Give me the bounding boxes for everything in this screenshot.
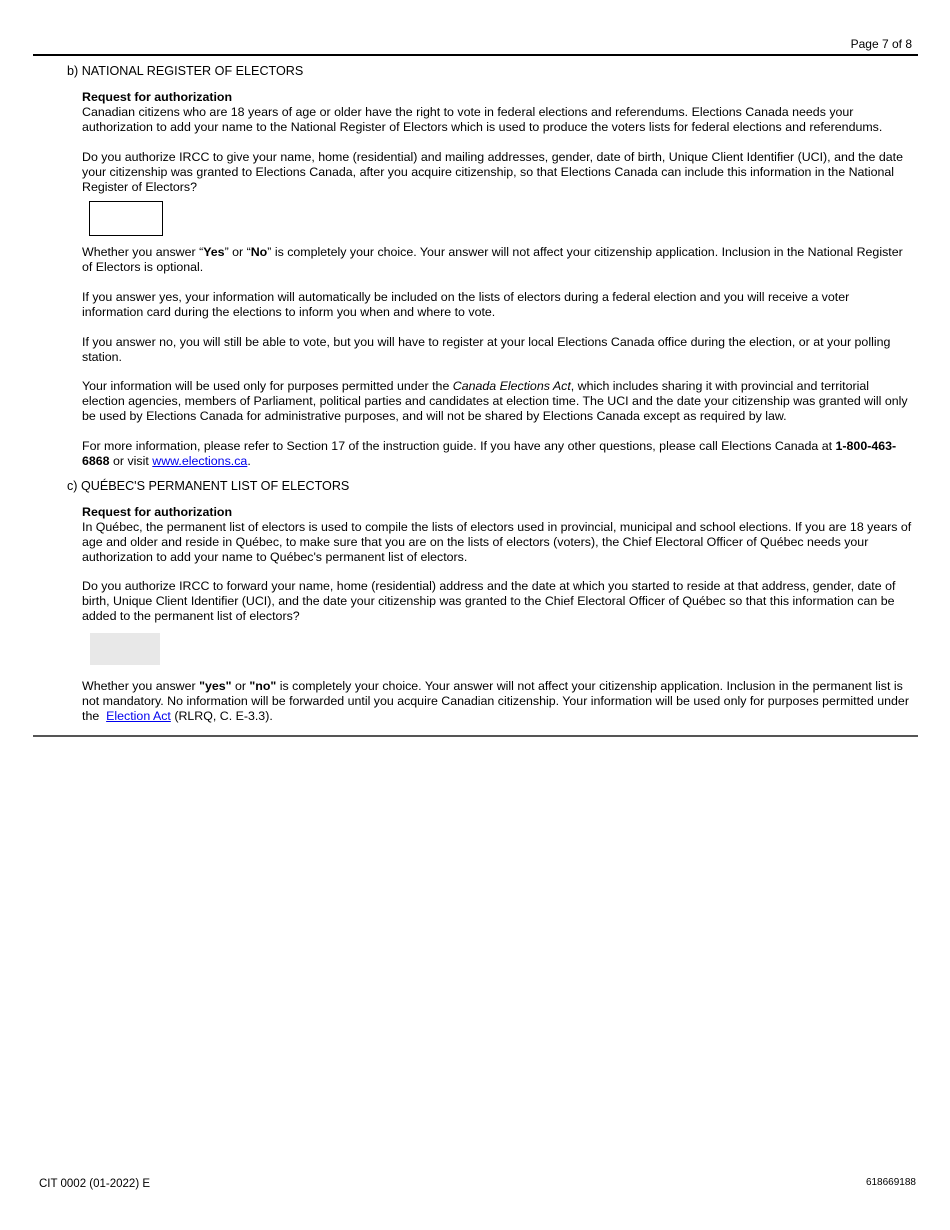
- c-choice-post-text: is completely your choice. Your answer will not affect your citizenship application. Inclusion in the permanent list is not mandatory. No information will be forwarded until you acquire Canadian citizenship. Your information will be used only for purposes permitted under the: [82, 679, 909, 723]
- section-b-question: [82, 150, 912, 195]
- section-c-request-heading: Request for authorization: [82, 505, 233, 519]
- section-c-question-text: Do you authorize IRCC to forward your name, home (residential) address and the date at which you started to reside at that address, gender, date of birth, Unique Client Identifier (UCI), and the date your citizenship was granted to the Chief Electoral Officer of Québec so that this information can be added to the permanent list of electors?: [82, 579, 896, 623]
- section-b-if-no: [82, 335, 912, 365]
- usage-pre-text: Your information will be used only for purposes permitted under the: [82, 379, 453, 393]
- elections-canada-phone: 1-800-463-6868: [82, 439, 897, 468]
- bottom-rule: [33, 735, 918, 737]
- act-reference-text: (RLRQ, C. E-3.3).: [170, 709, 273, 723]
- if-no-text: If you answer no, you will still be able to vote, but you will have to register at your local Elections Canada office during the election, or at your polling station.: [82, 335, 891, 364]
- more-info-pre-text: For more information, please refer to Section 17 of the instruction guide. If you have any other questions, please call Elections Canada at: [82, 439, 836, 453]
- form-code: CIT 0002 (01-2022) E: [39, 1178, 151, 1190]
- section-c-choice-note: [82, 679, 912, 724]
- more-info-mid-text: or visit: [109, 454, 153, 468]
- choice-no-text: No: [250, 245, 268, 259]
- elections-canada-website-link[interactable]: www.elections.ca: [152, 454, 248, 468]
- section-b-intro: Canadian citizens who are 18 years of age or older have the right to vote in federal elections and referendums. Elections Canada needs your authorization to add your name to the National Register of Electors which is used to produce the voters lists for federal elections and referendums.: [82, 105, 883, 134]
- c-choice-mid-text: or: [231, 679, 250, 693]
- choice-yes-text: Yes: [203, 245, 225, 259]
- national-register-answer-field[interactable]: [89, 201, 163, 236]
- section-c-intro: In Québec, the permanent list of electors is used to compile the lists of electors used in provincial, municipal and school elections. If you are 18 years of age and older and reside in Québec, to make sure that you are on the lists of electors (voters), the Chief Electoral Officer of Québec needs your authorization to add your name to Québec's permanent list of electors.: [82, 520, 912, 564]
- c-choice-no-text: "no": [249, 679, 277, 693]
- section-c-request-block: [82, 505, 912, 565]
- more-info-post-text: .: [247, 454, 251, 468]
- c-choice-pre-text: Whether you answer: [82, 679, 200, 693]
- choice-pre-text: Whether you answer “: [82, 245, 204, 259]
- section-b-request-heading: Request for authorization: [82, 90, 233, 104]
- choice-mid-text: ” or “: [224, 245, 251, 259]
- section-b-title: b) NATIONAL REGISTER OF ELECTORS: [67, 64, 304, 78]
- section-c-title: c) QUÉBEC'S PERMANENT LIST OF ELECTORS: [67, 479, 350, 493]
- section-b-choice-note: [82, 245, 912, 275]
- c-choice-yes-text: "yes": [199, 679, 232, 693]
- choice-post-text: ” is completely your choice. Your answer will not affect your citizenship application. Inclusion in the National Register of Electors is optional.: [82, 245, 903, 274]
- section-b-if-yes: [82, 290, 912, 320]
- section-b-question-text: Do you authorize IRCC to give your name, home (residential) and mailing addresses, gender, date of birth, Unique Client Identifier (UCI), and the date your citizenship was granted to Elections Canada, after you acquire citizenship, so that Elections Canada can include this information in the National Register of Electors?: [82, 150, 903, 194]
- section-b-usage: [82, 379, 912, 424]
- section-c-question: [82, 579, 912, 624]
- document-number: 618669188: [865, 1177, 916, 1188]
- page-number: Page 7 of 8: [850, 37, 912, 51]
- top-rule: [33, 54, 918, 56]
- quebec-list-answer-field[interactable]: [90, 633, 160, 665]
- canada-elections-act-text: Canada Elections Act: [452, 379, 571, 393]
- usage-post-text: , which includes sharing it with provincial and territorial election agencies, members of Parliament, political parties and candidates at election time. The UCI and the date your citizenship was granted will only be used by Elections Canada for administrative purposes, and will not be shared by Elections Canada except as required by law.: [82, 379, 908, 423]
- section-b-more-info: [82, 439, 912, 469]
- if-yes-text: If you answer yes, your information will automatically be included on the lists of electors during a federal election and you will receive a voter information card during the elections to inform you when and where to vote.: [82, 290, 850, 319]
- election-act-link[interactable]: Election Act: [106, 709, 171, 723]
- section-b-request-block: [82, 90, 912, 135]
